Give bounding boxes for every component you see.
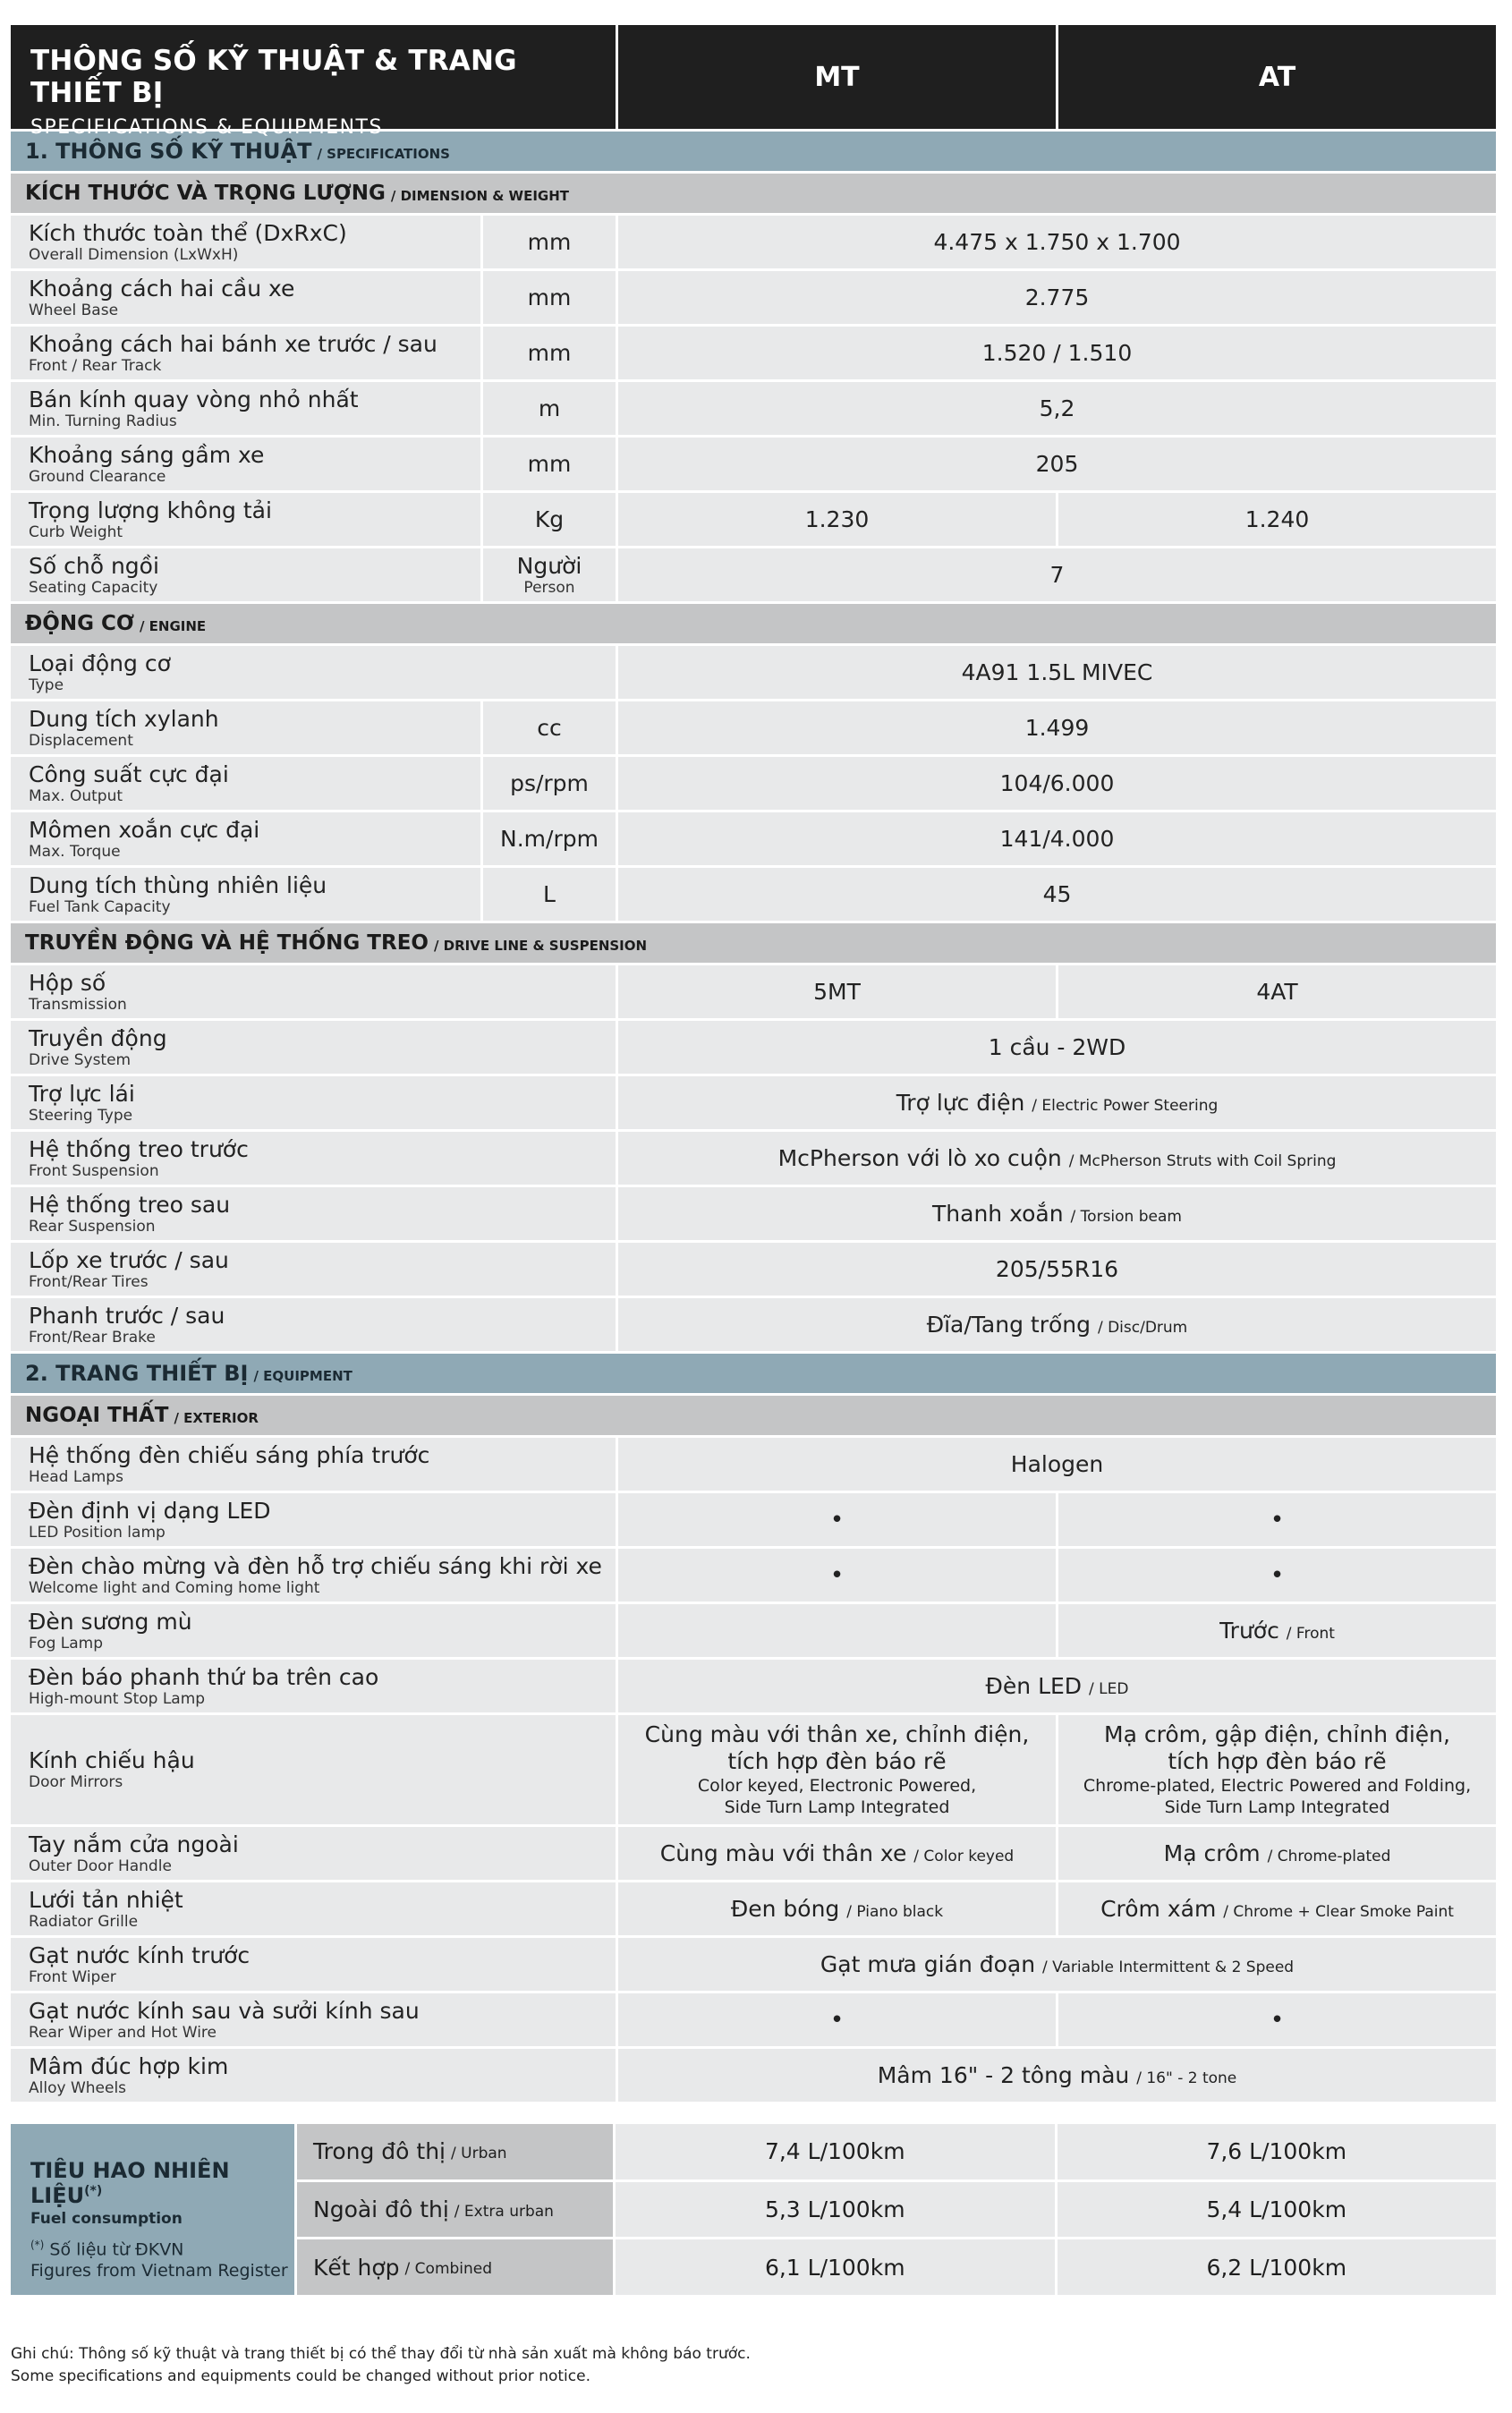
row-value-at: [1058, 1604, 1496, 1657]
spec-row-transmission: [11, 963, 1496, 1018]
row-label: [11, 1827, 618, 1880]
fuel-note-en: Figures from Vietnam Register: [30, 2261, 288, 2281]
label-en: / Combined: [404, 2260, 493, 2279]
label-en: Max. Output: [29, 786, 123, 805]
label-vi: Số chỗ ngồi: [29, 552, 159, 579]
value-line: tích hợp đèn báo rẽ: [727, 1748, 947, 1774]
group-title-en: / EXTERIOR: [174, 1410, 259, 1426]
fuel-title-sup: (*): [84, 2184, 103, 2198]
label-en: Wheel Base: [29, 301, 119, 319]
label-vi: Mâm đúc hợp kim: [29, 2052, 229, 2079]
row-value: 141/4.000: [999, 826, 1115, 852]
row-value: [618, 1076, 1496, 1129]
group-title: KÍCH THƯỚC VÀ TRỌNG LƯỢNG: [25, 182, 386, 205]
value-line-en: Side Turn Lamp Integrated: [724, 1797, 950, 1817]
table-header: [11, 25, 1496, 139]
fuel-note-sup: (*): [30, 2239, 45, 2251]
row-value-at: [1058, 1882, 1496, 1935]
row-value-mt: [618, 1882, 1058, 1935]
label-vi: Khoảng cách hai bánh xe trước / sau: [29, 330, 437, 357]
row-label: [11, 1243, 618, 1296]
spec-row-steering: [11, 1074, 1496, 1129]
row-label: [11, 1715, 618, 1824]
spec-row-turning-radius: [11, 379, 1496, 435]
footer-note-en: Some specifications and equipments could be changed without prior notice.: [11, 2367, 590, 2385]
group-title: ĐỘNG CƠ: [25, 612, 134, 635]
row-label: [11, 271, 483, 324]
label-en: Max. Torque: [29, 842, 121, 861]
spec-row-stop-lamp: [11, 1657, 1496, 1712]
row-unit: m: [483, 382, 618, 435]
row-unit: mm: [483, 271, 618, 324]
label-vi: Đèn sương mù: [29, 1608, 192, 1635]
row-label: [11, 1187, 618, 1240]
value-en: / Front: [1286, 1625, 1335, 1643]
section-title-en: / EQUIPMENT: [253, 1368, 353, 1384]
row-value-mt: [618, 1827, 1058, 1880]
value-en: / Variable Intermittent & 2 Speed: [1042, 1958, 1295, 1976]
label-en: Transmission: [29, 995, 127, 1014]
label-vi: Mômen xoắn cực đại: [29, 816, 260, 843]
footer-note-vi: Ghi chú: Thông số kỹ thuật và trang thiết bị có thể thay đổi từ nhà sản xuất mà không báo trước.: [11, 2345, 751, 2363]
label-en: LED Position lamp: [29, 1523, 166, 1542]
row-unit: cc: [483, 701, 618, 754]
row-value: 1.520 / 1.510: [981, 340, 1133, 366]
spec-row-door-handle: [11, 1824, 1496, 1880]
bullet-icon: •: [1270, 2006, 1285, 2034]
label-vi: Ngoài đô thị: [313, 2196, 449, 2222]
row-label: [11, 493, 483, 546]
row-label: [11, 646, 618, 699]
fuel-value-mt: 6,1 L/100km: [616, 2239, 1058, 2295]
label-vi: Khoảng sáng gầm xe: [29, 441, 265, 468]
row-label: [11, 548, 483, 601]
value-en: / McPherson Struts with Coil Spring: [1068, 1152, 1337, 1170]
bullet-icon: •: [618, 1493, 1058, 1546]
row-value-mt: 5MT: [618, 965, 1058, 1018]
value-vi: McPherson với lò xo cuộn: [777, 1145, 1062, 1171]
fuel-note: [30, 2239, 294, 2259]
label-en: / Urban: [451, 2144, 507, 2162]
value-vi: Trợ lực điện: [896, 1090, 1025, 1116]
fuel-value-mt: 5,3 L/100km: [616, 2182, 1058, 2238]
label-vi: Trọng lượng không tải: [29, 497, 272, 523]
row-value: 7: [1049, 562, 1065, 588]
row-value: 4.475 x 1.750 x 1.700: [933, 229, 1181, 255]
row-label: [11, 1438, 618, 1491]
row-value: [618, 2049, 1496, 2102]
spec-row-seating-capacity: [11, 546, 1496, 601]
label-vi: Lưới tản nhiệt: [29, 1886, 183, 1913]
row-unit: mm: [483, 327, 618, 379]
fuel-value-at: 5,4 L/100km: [1058, 2182, 1497, 2238]
spec-row-rear-suspension: [11, 1185, 1496, 1240]
value-en: / Electric Power Steering: [1032, 1097, 1219, 1115]
group-title: NGOẠI THẤT: [25, 1404, 169, 1427]
label-en: Overall Dimension (LxWxH): [29, 245, 239, 264]
label-vi: Truyền động: [29, 1024, 167, 1051]
spec-row-fog-lamp: [11, 1602, 1496, 1657]
label-vi: Trợ lực lái: [29, 1080, 135, 1107]
row-value: 205/55R16: [995, 1256, 1119, 1282]
value-en: / Disc/Drum: [1097, 1319, 1188, 1337]
label-en: Front/Rear Brake: [29, 1328, 156, 1347]
row-value: [618, 1132, 1496, 1185]
spec-row-front-wiper: [11, 1935, 1496, 1991]
spec-row-head-lamps: [11, 1435, 1496, 1491]
row-value: 205: [1035, 451, 1079, 477]
row-label: [11, 1298, 618, 1351]
label-en: Alloy Wheels: [29, 2078, 127, 2097]
row-value: 5,2: [1039, 395, 1075, 421]
label-vi: Hệ thống treo sau: [29, 1191, 231, 1218]
value-vi: Trước: [1219, 1618, 1279, 1644]
fuel-consumption-table: [11, 2124, 1496, 2295]
label-vi: Gạt nước kính trước: [29, 1941, 251, 1968]
label-en: Curb Weight: [29, 523, 123, 541]
value-line: Mạ crôm, gập điện, chỉnh điện,: [1104, 1721, 1450, 1747]
label-vi: Khoảng cách hai cầu xe: [29, 275, 295, 302]
row-unit: [483, 548, 618, 601]
row-value-at: [1058, 1715, 1496, 1824]
label-vi: Loại động cơ: [29, 650, 171, 676]
value-vi: Cùng màu với thân xe: [659, 1840, 907, 1866]
value-en: / 16" - 2 tone: [1136, 2069, 1237, 2087]
fuel-value-at: 7,6 L/100km: [1058, 2124, 1497, 2179]
header-title-vi: THÔNG SỐ KỸ THUẬT & TRANG THIẾT BỊ: [30, 45, 517, 109]
row-label: [11, 438, 483, 490]
value-vi: Mâm 16" - 2 tông màu: [877, 2062, 1130, 2088]
spec-row-door-mirrors: [11, 1712, 1496, 1824]
spec-row-led-position-lamp: [11, 1491, 1496, 1546]
row-label: [11, 1660, 618, 1712]
section-equipment: [11, 1351, 1496, 1393]
row-label: [11, 382, 483, 435]
label-vi: Hộp số: [29, 969, 106, 996]
spec-row-overall-dimension: [11, 213, 1496, 268]
value-vi: Đèn LED: [985, 1673, 1083, 1699]
label-en: Radiator Grille: [29, 1912, 139, 1931]
row-value: Halogen: [1010, 1451, 1104, 1477]
row-label: [11, 1604, 618, 1657]
label-en: Outer Door Handle: [29, 1856, 172, 1875]
value-en: / Chrome + Clear Smoke Paint: [1223, 1903, 1454, 1921]
label-en: Front / Rear Track: [29, 356, 162, 375]
bullet-icon: •: [1270, 1506, 1285, 1534]
spec-row-max-torque: [11, 810, 1496, 865]
bullet-icon: •: [618, 1549, 1058, 1602]
spec-row-track: [11, 324, 1496, 379]
group-engine: [11, 601, 1496, 643]
label-en: / Extra urban: [454, 2202, 554, 2221]
row-label: [11, 1882, 618, 1935]
label-vi: Gạt nước kính sau và sưởi kính sau: [29, 1997, 420, 2024]
label-en: Front Suspension: [29, 1161, 159, 1180]
spec-row-max-output: [11, 754, 1496, 810]
value-vi: Đĩa/Tang trống: [926, 1312, 1091, 1338]
value-en: / Piano black: [846, 1903, 944, 1921]
label-en: Fog Lamp: [29, 1634, 104, 1653]
value-line-en: Side Turn Lamp Integrated: [1164, 1797, 1390, 1817]
value-vi: Đen bóng: [730, 1896, 840, 1922]
label-vi: Kích thước toàn thể (DxRxC): [29, 219, 347, 246]
row-unit: N.m/rpm: [483, 812, 618, 865]
label-vi: Dung tích xylanh: [29, 705, 219, 732]
spec-row-radiator-grille: [11, 1880, 1496, 1935]
section-title-en: / SPECIFICATIONS: [317, 146, 450, 162]
row-label: [11, 757, 483, 810]
value-en: / Color keyed: [913, 1848, 1015, 1865]
label-en: Welcome light and Coming home light: [29, 1578, 320, 1597]
spec-sheet: [11, 25, 1496, 2295]
row-value-mt: [618, 1715, 1058, 1824]
row-label: [11, 216, 483, 268]
fuel-title: [30, 2158, 294, 2208]
spec-row-ground-clearance: [11, 435, 1496, 490]
row-value-mt: 1.230: [618, 493, 1058, 546]
footer-note: [11, 2343, 751, 2388]
row-unit: L: [483, 868, 618, 921]
label-vi: Hệ thống đèn chiếu sáng phía trước: [29, 1441, 430, 1468]
group-exterior: [11, 1393, 1496, 1435]
spec-row-rear-wiper: [11, 1991, 1496, 2046]
label-en: Seating Capacity: [29, 578, 158, 597]
spec-row-tires: [11, 1240, 1496, 1296]
label-vi: Công suất cực đại: [29, 760, 229, 787]
unit-vi: Người: [516, 553, 582, 579]
fuel-title-block: [11, 2124, 297, 2295]
row-label: [11, 1549, 618, 1602]
value-en: / LED: [1089, 1680, 1129, 1698]
label-vi: Tay nắm cửa ngoài: [29, 1831, 239, 1857]
header-title: [11, 25, 618, 139]
spec-row-brake: [11, 1296, 1496, 1351]
label-en: Head Lamps: [29, 1467, 123, 1486]
row-unit: mm: [483, 216, 618, 268]
fuel-row-label: [297, 2124, 616, 2179]
row-label: [11, 1493, 618, 1546]
spec-row-engine-type: [11, 643, 1496, 699]
spec-row-front-suspension: [11, 1129, 1496, 1185]
group-drive-suspension: [11, 921, 1496, 963]
label-en: Drive System: [29, 1050, 132, 1069]
label-vi: Phanh trước / sau: [29, 1302, 225, 1329]
row-value: 104/6.000: [999, 770, 1115, 796]
fuel-title-en: Fuel consumption: [30, 2210, 183, 2228]
group-title-en: / DIMENSION & WEIGHT: [390, 188, 570, 204]
fuel-row-extra-urban: [297, 2182, 1496, 2240]
label-en: Door Mirrors: [29, 1773, 123, 1791]
fuel-values: [297, 2124, 1496, 2295]
label-vi: Lốp xe trước / sau: [29, 1246, 229, 1273]
row-value-mt: [618, 1604, 1058, 1657]
group-dimension-weight: [11, 171, 1496, 213]
row-value: [618, 1187, 1496, 1240]
row-value: [618, 1938, 1496, 1991]
fuel-row-label: [297, 2239, 616, 2295]
row-label: [11, 327, 483, 379]
fuel-title-text: TIÊU HAO NHIÊN LIỆU: [30, 2158, 230, 2208]
row-unit: ps/rpm: [483, 757, 618, 810]
label-en: High-mount Stop Lamp: [29, 1689, 206, 1708]
label-vi: Đèn định vị dạng LED: [29, 1497, 271, 1524]
spec-row-displacement: [11, 699, 1496, 754]
value-en: / Torsion beam: [1070, 1208, 1182, 1226]
bullet-icon: •: [1270, 1561, 1285, 1589]
value-line: Cùng màu với thân xe, chỉnh điện,: [644, 1721, 1030, 1747]
label-vi: Kính chiếu hậu: [29, 1747, 195, 1773]
spec-row-alloy-wheels: [11, 2046, 1496, 2102]
label-en: Displacement: [29, 731, 133, 750]
label-en: Rear Wiper and Hot Wire: [29, 2023, 217, 2042]
row-value-at: [1058, 1827, 1496, 1880]
row-value: [618, 1660, 1496, 1712]
label-en: Rear Suspension: [29, 1217, 156, 1236]
row-label: [11, 868, 483, 921]
label-en: Fuel Tank Capacity: [29, 897, 171, 916]
value-line: tích hợp đèn báo rẽ: [1168, 1748, 1387, 1774]
label-vi: Hệ thống treo trước: [29, 1135, 249, 1162]
value-en: / Chrome-plated: [1267, 1848, 1391, 1865]
fuel-row-urban: [297, 2124, 1496, 2182]
row-value: 1.499: [1024, 715, 1090, 741]
row-value: 2.775: [1024, 285, 1090, 310]
row-value: 4A91 1.5L MIVEC: [961, 659, 1153, 685]
row-label: [11, 2049, 618, 2102]
section-title: 1. THÔNG SỐ KỸ THUẬT: [25, 139, 312, 164]
column-mt: MT: [618, 25, 1058, 129]
value-vi: Gạt mưa gián đoạn: [820, 1951, 1036, 1977]
spec-row-curb-weight: [11, 490, 1496, 546]
row-label: [11, 1021, 618, 1074]
value-vi: Crôm xám: [1100, 1896, 1217, 1922]
value-line-en: Color keyed, Electronic Powered,: [697, 1776, 977, 1796]
label-vi: Đèn báo phanh thứ ba trên cao: [29, 1663, 379, 1690]
spec-row-welcome-light: [11, 1546, 1496, 1602]
value-line-en: Chrome-plated, Electric Powered and Folding,: [1083, 1776, 1472, 1796]
row-unit: Kg: [483, 493, 618, 546]
row-value: 1 cầu - 2WD: [988, 1034, 1126, 1060]
row-label: [11, 965, 618, 1018]
fuel-row-label: [297, 2182, 616, 2238]
section-title: 2. TRANG THIẾT BỊ: [25, 1361, 249, 1386]
group-title-en: / ENGINE: [139, 618, 207, 634]
row-label: [11, 812, 483, 865]
fuel-row-combined: [297, 2239, 1496, 2295]
column-at: AT: [1258, 61, 1296, 93]
label-en: Steering Type: [29, 1106, 133, 1125]
label-vi: Dung tích thùng nhiên liệu: [29, 871, 327, 898]
spec-row-wheel-base: [11, 268, 1496, 324]
row-label: [11, 1993, 618, 2046]
header-title-en: SPECIFICATIONS & EQUIPMENTS: [30, 116, 383, 139]
label-en: Type: [29, 675, 64, 694]
label-vi: Bán kính quay vòng nhỏ nhất: [29, 386, 359, 412]
fuel-value-mt: 7,4 L/100km: [616, 2124, 1058, 2179]
spec-row-drive-system: [11, 1018, 1496, 1074]
spec-row-fuel-tank: [11, 865, 1496, 921]
row-label: [11, 1076, 618, 1129]
row-value: 45: [1042, 881, 1072, 907]
row-label: [11, 1938, 618, 1991]
row-value: [618, 1298, 1496, 1351]
label-en: Min. Turning Radius: [29, 412, 177, 430]
row-unit: mm: [483, 438, 618, 490]
unit-en: Person: [523, 579, 575, 597]
bullet-icon: •: [618, 1993, 1058, 2046]
fuel-value-at: 6,2 L/100km: [1058, 2239, 1497, 2295]
group-title-en: / DRIVE LINE & SUSPENSION: [433, 938, 648, 954]
label-en: Front/Rear Tires: [29, 1272, 149, 1291]
value-vi: Thanh xoắn: [932, 1201, 1064, 1227]
label-en: Ground Clearance: [29, 467, 166, 486]
label-en: Front Wiper: [29, 1967, 116, 1986]
value-vi: Mạ crôm: [1163, 1840, 1261, 1866]
group-title: TRUYỀN ĐỘNG VÀ HỆ THỐNG TREO: [25, 931, 429, 955]
fuel-note-vi: Số liệu từ ĐKVN: [49, 2239, 184, 2260]
label-vi: Đèn chào mừng và đèn hỗ trợ chiếu sáng khi rời xe: [29, 1552, 602, 1579]
row-value-at: 1.240: [1244, 506, 1310, 532]
row-label: [11, 1132, 618, 1185]
row-label: [11, 701, 483, 754]
row-value-at: 4AT: [1256, 979, 1298, 1005]
label-vi: Kết hợp: [313, 2254, 400, 2281]
label-vi: Trong đô thị: [313, 2138, 446, 2165]
